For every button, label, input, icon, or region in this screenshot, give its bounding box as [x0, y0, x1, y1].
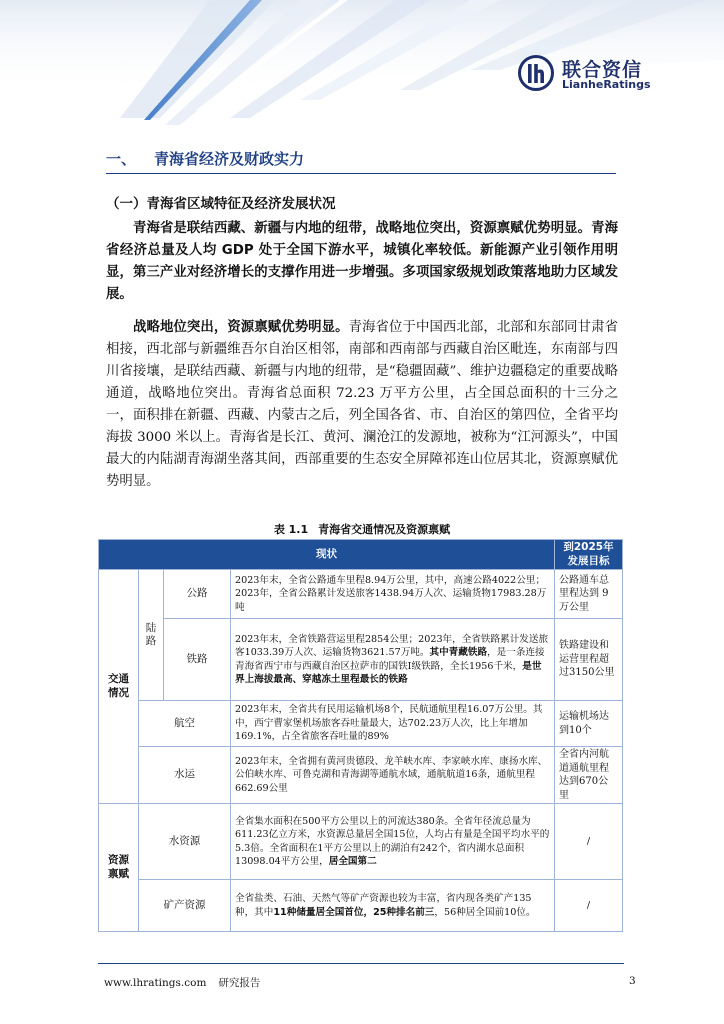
rail-text-a: 2023年末，全省铁路营运里程2854公里；2023年，全省铁路累计发送旅客1033.39万人次、运输货物3621.57万吨。	[235, 633, 549, 658]
row-goal-water: 全省内河航道通航里程达到670公里	[555, 747, 623, 804]
row-goal-air: 运输机场达到10个	[555, 701, 623, 747]
row-goal-water-resources: /	[555, 804, 623, 880]
body-text: 青海省位于中国西北部，北部和东部同甘肃省相接，西北部与新疆维吾尔自治区相邻，南部和西南部与西藏自治区毗连，东南部与四川省接壤，是联结西藏、新疆与内地的纽带，是“稳疆固藏”、维护边疆稳定的重要战略通道，战略地位突出。青海省总面积 72.23 万平方公里，占全国总面积的十三分之一，面积排在新疆、西藏、内蒙古之后，列全国各省、市、自治区的第四位，全省平均海拔 3000 米以上。青海省是长江、黄河、澜沧江的发源地，被称为“江河源头”，中国最大的内陆湖青海湖坐落其间，西部重要的生态安全屏障祁连山位居其北，资源禀赋优势明显。	[106, 320, 618, 489]
table-caption-title: 青海省交通情况及资源禀赋	[318, 523, 451, 536]
rail-text-c: ，是一条连接青海省西宁市与西藏自治区拉萨市的国铁Ⅰ级铁路，全长1956千米，	[235, 647, 545, 672]
row-goal-road: 公路通车总里程达到 9 万公里	[555, 570, 623, 619]
section-divider	[106, 173, 616, 174]
rail-text-b: 其中青藏铁路	[429, 647, 488, 658]
table-row	[99, 570, 623, 619]
row-goal-mineral: /	[555, 880, 623, 932]
row-goal-rail: 铁路建设和运营里程超过3150公里	[555, 619, 623, 701]
lianhe-logo	[518, 53, 668, 97]
category-land: 陆路	[139, 570, 164, 701]
table-header-row	[99, 540, 623, 570]
table-row	[99, 747, 623, 804]
table-caption-label: 表 1.1	[273, 523, 309, 536]
subsection-heading: （一）青海省区域特征及经济发展状况	[106, 196, 336, 212]
footer-site-link[interactable]: www.lhratings.com	[104, 977, 207, 989]
mineral-text-c: ，56种居全国前10位。	[434, 906, 536, 918]
category-transport: 交通情况	[99, 570, 139, 804]
row-name-water-resources: 水资源	[139, 804, 231, 880]
row-text-air: 2023年末，全省共有民用运输机场8个，民航通航里程16.07万公里。其中，西宁曹家堡机场旅客吞吐量最大，达702.23万人次，比上年增加169.1%，占全省旅客吞吐量的89%	[231, 701, 555, 747]
logo-chinese-name: 联合资信	[562, 59, 643, 81]
water-res-text-a: 全省集水面积在500平方公里以上的河流达380条。全省年径流总量为611.23亿立方米，水资源总量居全国15位，人均占有量是全国平均水平的5.3倍。全省面积在1平方公里以上的湖泊有242个，省内湖水总面积13098.04平方公里，	[235, 815, 550, 867]
header-banner	[0, 0, 724, 130]
table-row	[99, 619, 623, 701]
table-row	[99, 804, 623, 880]
body-lead: 战略地位突出，资源禀赋优势明显。	[133, 320, 349, 335]
row-text-rail	[231, 619, 555, 701]
summary-paragraph: 青海省是联结西藏、新疆与内地的纽带，战略地位突出，资源禀赋优势明显。青海省经济总量及人均 GDP 处于全国下游水平，城镇化率较低。新能源产业引领作用明显，第三产业对经济增长的支撑作用进一步增强。多项国家级规划政策落地助力区域发展。	[106, 221, 618, 302]
section-number: 一、	[106, 150, 137, 168]
section-heading	[106, 148, 304, 169]
row-text-water-resources	[231, 804, 555, 880]
table-row	[99, 701, 623, 747]
section-title: 青海省经济及财政实力	[154, 150, 305, 168]
footer-label: 研究报告	[218, 977, 261, 989]
table-caption	[0, 521, 724, 537]
transport-resource-table	[98, 539, 623, 932]
footer-left	[104, 975, 272, 990]
water-res-text-b: 居全国第二	[328, 856, 377, 867]
row-text-mineral	[231, 880, 555, 932]
row-name-mineral: 矿产资源	[139, 880, 231, 932]
table-row	[99, 880, 623, 932]
header-status: 现状	[99, 540, 555, 570]
logo-english-name: LianheRatings	[562, 78, 651, 91]
row-name-air: 航空	[139, 701, 231, 747]
row-name-road: 公路	[164, 570, 231, 619]
body-paragraph	[106, 317, 618, 493]
rail-text-d: 是世界上海拔最高、穿越冻土里程最长的铁路	[235, 660, 542, 685]
mineral-text-b: 11种储量居全国首位，25种排名前三	[273, 906, 435, 918]
lianhe-logo-icon	[518, 55, 554, 91]
row-name-water: 水运	[139, 747, 231, 804]
header-target: 到2025年发展目标	[555, 540, 623, 570]
page-number: 3	[629, 975, 636, 987]
footer-divider	[98, 963, 624, 964]
row-text-road: 2023年末，全省公路通车里程8.94万公里，其中，高速公路4022公里；2023年，全省公路累计发送旅客1438.94万人次、运输货物17983.28万吨	[231, 570, 555, 619]
row-name-rail: 铁路	[164, 619, 231, 701]
category-resources: 资源禀赋	[99, 804, 139, 932]
row-text-water: 2023年末，全省拥有黄河贵德段、龙羊峡水库、李家峡水库、康扬水库、公伯峡水库、可鲁克湖和青海湖等通航水域，通航航道16条，通航里程662.69公里	[231, 747, 555, 804]
mineral-text-a: 全省盐类、石油、天然气等矿产资源也较为丰富，省内现各类矿产135种，其中	[235, 893, 532, 918]
